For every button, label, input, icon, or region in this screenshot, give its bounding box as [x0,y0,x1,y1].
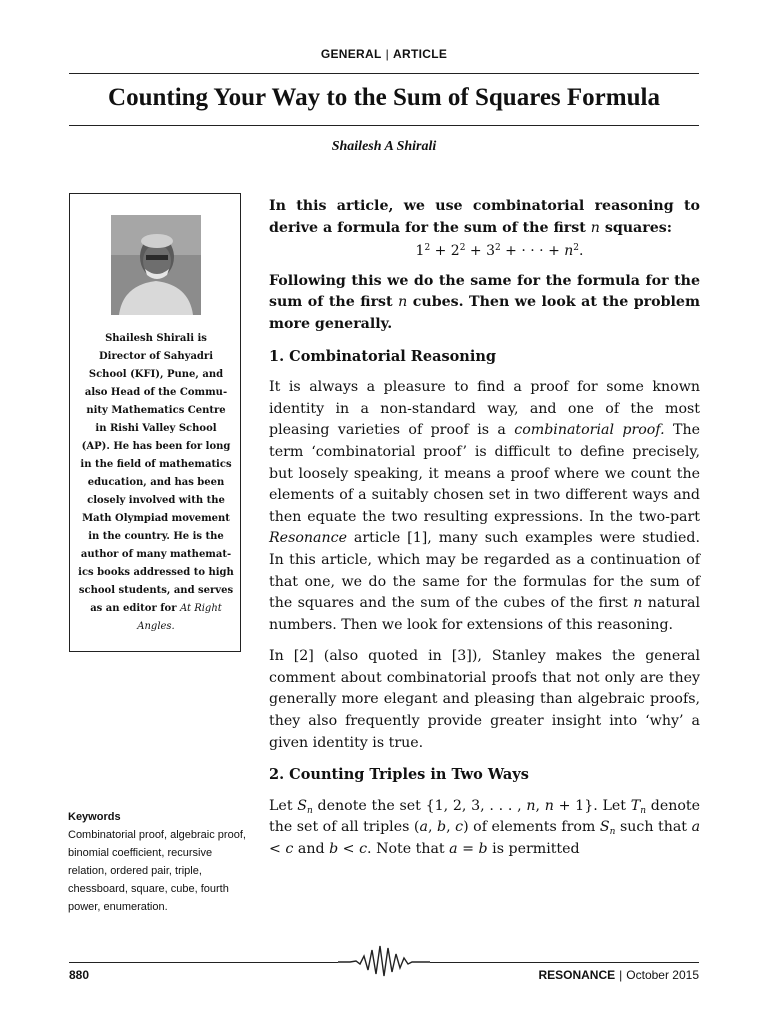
article-title: Counting Your Way to the Sum of Squares Formula [108,84,660,111]
header-separator: | [385,47,390,61]
bio-line: also Head of the Commu- [84,387,228,398]
keywords-box [68,808,248,916]
sum-of-squares-expression: $1^2 + 2^2 + 3^2$ + · · · + $n^2$. [415,243,584,260]
footer-separator: | [619,968,623,982]
author-photo-image [111,215,201,315]
resonance-logo-wave [338,940,430,980]
bio-line [78,618,234,636]
bio-line: nity Mathematics Centre [86,405,226,416]
journal-name: RESONANCE [538,968,616,982]
bio-line: author of many mathemat- [80,549,232,560]
keywords-heading: Keywords [68,811,121,823]
bio-line: Director of Sahyadri [98,351,213,362]
running-header [0,47,768,61]
article-author: Shailesh A Shirali [331,139,437,154]
bio-line: school students, and serves [78,585,234,596]
title-rule [69,125,699,126]
bio-line: ics books addressed to high [78,567,234,578]
body-paragraph: Let $S_n$ denote the set {1, 2, 3, . . . , n, n + 1}. Let $T_n$ denote the set of all triples (a, b, c) of elements from $S_n$ such that a < c and b < c. Note that a = b is permitted [269,797,701,858]
article-body [269,196,700,861]
wave-icon [338,940,430,980]
bio-line: in Rishi Valley School [95,423,217,434]
author-bio [78,330,234,636]
bio-line: Shailesh Shirali is [105,333,207,344]
page-number: 880 [69,968,90,982]
lead-paragraph-2: Following this we do the same for the formula for the sum of the first n cubes. Then we look at the problem more generally. [269,272,700,332]
body-paragraph: It is always a pleasure to find a proof for some known identity in a non-standard way, and one of the most pleasing varieties of proof is a combinatorial proof. The term ‘combinatorial proof’ is difficult to define precisely, but loosely speaking, it means a proof where we count the elements of a suitably chosen set in two different ways and then equate the two resulting expressions. In the two-part Resonance article [1], many such examples were studied. In this article, which may be regarded as a continuation of that one, we do the same for the formulas for the sum of the squares and the sum of the cubes of the first n natural numbers. Then we look for extensions of this reasoning. [269,379,701,633]
journal-footer [538,968,699,982]
bio-line: School (KFI), Pune, and [88,369,224,380]
bio-line: (AP). He has been for long [81,441,231,452]
header-section: GENERAL [320,47,382,61]
author-bio-box [69,193,241,652]
section-heading: 1. Combinatorial Reasoning [269,347,497,365]
bio-line: Math Olympiad movement [82,513,230,524]
bio-line: as an editor for At Right [90,603,222,614]
bio-journal-name: At Right [179,603,222,614]
keywords-text: Combinatorial proof, algebraic proof, binomial coefficient, recursive relation, ordered pair, triple, chessboard, square, cube, fourth power, enumeration. [68,829,246,913]
bio-line: education, and has been [87,477,225,488]
bio-line: closely involved with the [87,495,225,506]
bio-line: in the field of mathematics [80,459,232,470]
header-type: ARTICLE [393,47,448,61]
lead-paragraph: In this article, we use combinatorial reasoning to derive a formula for the sum of the first n squares: [269,198,700,236]
header-rule [69,73,699,74]
bio-line: in the country. He is the [88,531,224,542]
body-paragraph: In [2] (also quoted in [3]), Stanley makes the general comment about combinatorial proofs that not only are they generally more elegant and pleasing than algebraic proofs, they also frequently provide greater insight into ‘why’ a given identity is true. [269,648,700,751]
issue-date: October 2015 [626,968,699,982]
bio-journal-name-cont: Angles. [137,621,175,632]
author-photo [111,215,201,315]
section-heading: 2. Counting Triples in Two Ways [269,766,529,784]
